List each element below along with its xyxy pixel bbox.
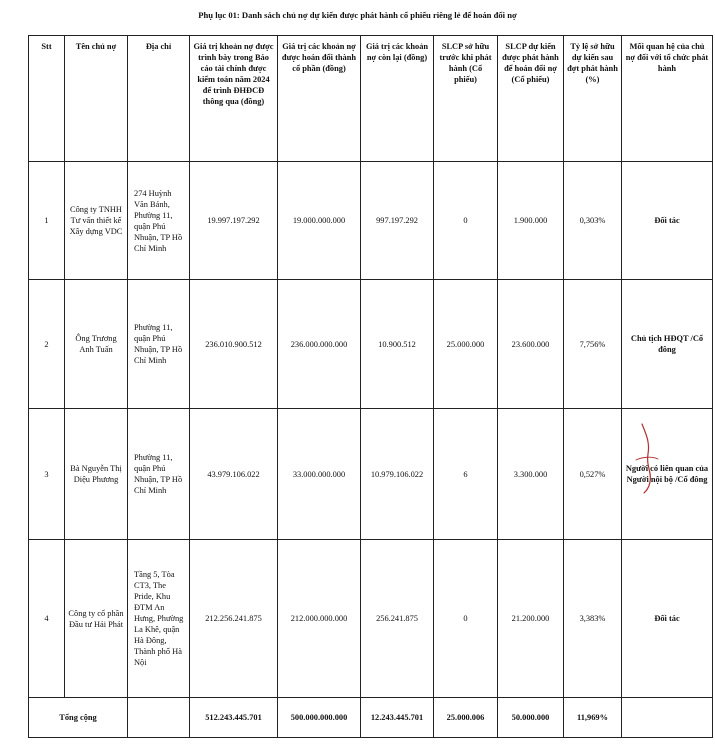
cell-remaining-value: 256.241.875 bbox=[361, 540, 434, 698]
cell-creditor-name: Công ty TNHH Tư vấn thiết kế Xây dựng VDC bbox=[65, 162, 128, 280]
cell-shares-issued: 21.200.000 bbox=[498, 540, 564, 698]
cell-shares-issued: 23.600.000 bbox=[498, 280, 564, 409]
cell-address: Phường 11, quận Phú Nhuận, TP Hồ Chí Minh bbox=[128, 280, 190, 409]
header-creditor-name: Tên chủ nợ bbox=[65, 36, 128, 162]
header-relationship: Mối quan hệ của chủ nợ đối với tổ chức phát hành bbox=[622, 36, 713, 162]
header-shares-issued: SLCP dự kiến được phát hành để hoán đổi nợ (Cổ phiếu) bbox=[498, 36, 564, 162]
header-debt-value: Giá trị khoản nợ được trình bày trong Báo cáo tài chính được kiểm toán năm 2024 để trình ĐHĐCĐ thông qua (đồng) bbox=[190, 36, 278, 162]
total-relationship-empty bbox=[622, 698, 713, 738]
total-row bbox=[29, 698, 713, 738]
cell-debt-value: 43.979.106.022 bbox=[190, 409, 278, 540]
cell-ownership-after: 0,303% bbox=[564, 162, 622, 280]
cell-relationship: Đối tác bbox=[622, 162, 713, 280]
cell-swapped-value: 212.000.000.000 bbox=[278, 540, 361, 698]
header-shares-before: SLCP sở hữu trước khi phát hành (Cổ phiếu) bbox=[434, 36, 498, 162]
header-remaining-value: Giá trị các khoản nợ còn lại (đồng) bbox=[361, 36, 434, 162]
header-ownership-after: Tỷ lệ sở hữu dự kiến sau đợt phát hành (%) bbox=[564, 36, 622, 162]
cell-debt-value: 19.997.197.292 bbox=[190, 162, 278, 280]
cell-shares-before: 6 bbox=[434, 409, 498, 540]
table-row bbox=[29, 280, 713, 409]
cell-shares-before: 25.000.000 bbox=[434, 280, 498, 409]
cell-creditor-name: Ông Trương Anh Tuấn bbox=[65, 280, 128, 409]
total-remaining-value: 12.243.445.701 bbox=[361, 698, 434, 738]
cell-creditor-name: Bà Nguyễn Thị Diệu Phương bbox=[65, 409, 128, 540]
header-address: Địa chỉ bbox=[128, 36, 190, 162]
header-stt: Stt bbox=[29, 36, 65, 162]
cell-ownership-after: 3,383% bbox=[564, 540, 622, 698]
total-swapped-value: 500.000.000.000 bbox=[278, 698, 361, 738]
cell-shares-issued: 1.900.000 bbox=[498, 162, 564, 280]
table-header-row bbox=[29, 36, 713, 162]
total-shares-before: 25.000.006 bbox=[434, 698, 498, 738]
cell-shares-before: 0 bbox=[434, 162, 498, 280]
cell-debt-value: 212.256.241.875 bbox=[190, 540, 278, 698]
cell-shares-before: 0 bbox=[434, 540, 498, 698]
cell-relationship: Chủ tịch HĐQT /Cổ đông bbox=[622, 280, 713, 409]
document-title: Phụ lục 01: Danh sách chủ nợ dự kiến được phát hành cổ phiếu riêng lẻ để hoán đổi nợ bbox=[198, 10, 517, 20]
cell-relationship: Người có liên quan của Người nội bộ /Cổ đông bbox=[622, 409, 713, 540]
header-swapped-value: Giá trị các khoản nợ được hoán đổi thành cổ phần (đồng) bbox=[278, 36, 361, 162]
table-row bbox=[29, 409, 713, 540]
cell-remaining-value: 10.900.512 bbox=[361, 280, 434, 409]
cell-shares-issued: 3.300.000 bbox=[498, 409, 564, 540]
cell-remaining-value: 997.197.292 bbox=[361, 162, 434, 280]
cell-stt: 1 bbox=[29, 162, 65, 280]
cell-address: Tầng 5, Tòa CT3, The Pride, Khu ĐTM An Hưng, Phường La Khê, quận Hà Đông, Thành phố Hà Nội bbox=[128, 540, 190, 698]
total-ownership-after: 11,969% bbox=[564, 698, 622, 738]
cell-swapped-value: 33.000.000.000 bbox=[278, 409, 361, 540]
cell-address: 274 Huỳnh Văn Bánh, Phường 11, quận Phú Nhuận, TP Hồ Chí Minh bbox=[128, 162, 190, 280]
cell-stt: 4 bbox=[29, 540, 65, 698]
cell-stt: 3 bbox=[29, 409, 65, 540]
cell-address: Phường 11, quận Phú Nhuận, TP Hồ Chí Minh bbox=[128, 409, 190, 540]
total-shares-issued: 50.000.000 bbox=[498, 698, 564, 738]
cell-swapped-value: 19.000.000.000 bbox=[278, 162, 361, 280]
cell-stt: 2 bbox=[29, 280, 65, 409]
cell-creditor-name: Công ty cổ phần Đầu tư Hải Phát bbox=[65, 540, 128, 698]
cell-debt-value: 236.010.900.512 bbox=[190, 280, 278, 409]
cell-remaining-value: 10.979.106.022 bbox=[361, 409, 434, 540]
total-address-empty bbox=[128, 698, 190, 738]
table-row bbox=[29, 540, 713, 698]
cell-ownership-after: 0,527% bbox=[564, 409, 622, 540]
total-label: Tổng cộng bbox=[29, 698, 128, 738]
cell-ownership-after: 7,756% bbox=[564, 280, 622, 409]
total-debt-value: 512.243.445.701 bbox=[190, 698, 278, 738]
cell-swapped-value: 236.000.000.000 bbox=[278, 280, 361, 409]
table-row bbox=[29, 162, 713, 280]
creditor-table bbox=[28, 35, 713, 738]
cell-relationship: Đối tác bbox=[622, 540, 713, 698]
